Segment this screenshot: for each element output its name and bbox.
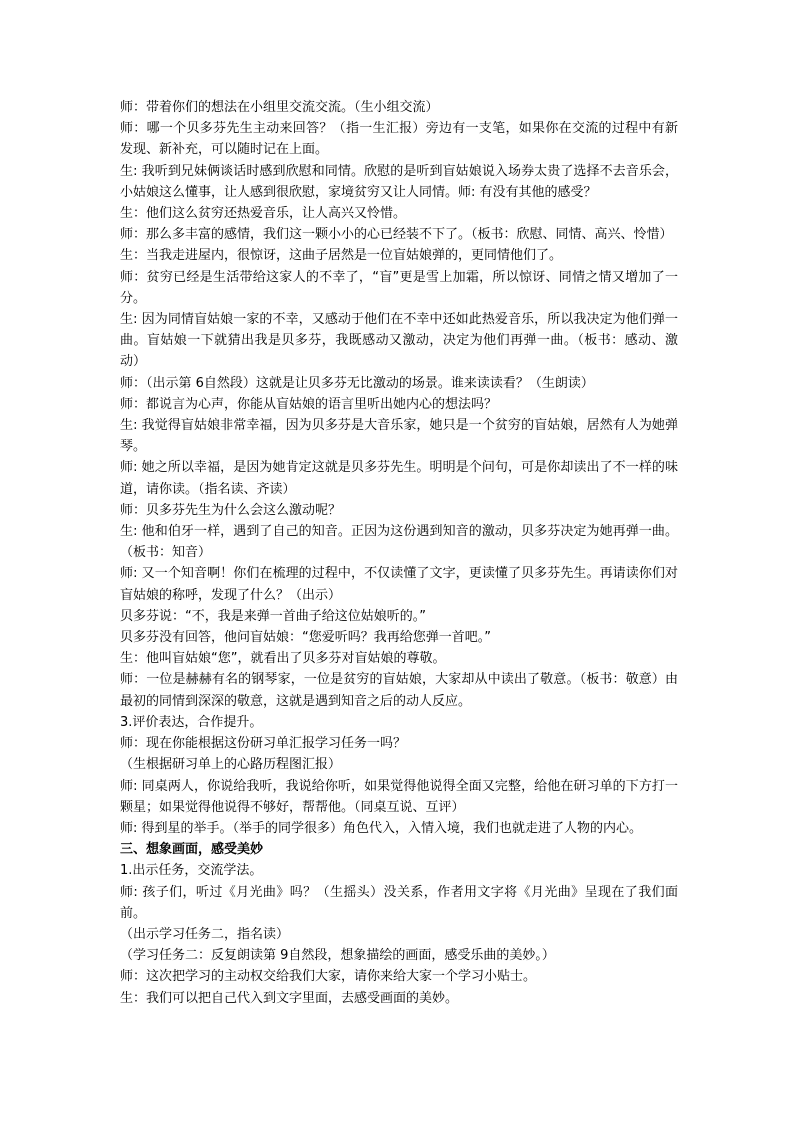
paragraph: 师：都说言为心声，你能从盲姑娘的语言里听出她内心的想法吗？ — [120, 396, 498, 412]
section-heading: 三、想象画面，感受美妙 — [120, 842, 264, 858]
document-body — [120, 97, 678, 1009]
paragraph: （学习任务二：反复朗读第 9自然段，想象描绘的画面，感受乐曲的美妙。） — [120, 948, 555, 964]
paragraph: 生: 我觉得盲姑娘非常幸福，因为贝多芬是大音乐家，她只是一个贫穷的盲姑娘，居然有人为她弹琴。 — [120, 418, 678, 455]
paragraph: 师：哪一个贝多芬先生主动来回答？（指一生汇报）旁边有一支笔，如果你在交流的过程中有新发现、新补充，可以随时记在上面。 — [120, 121, 678, 158]
paragraph: 生：他们这么贫穷还热爱音乐，让人高兴又怜惜。 — [120, 206, 407, 222]
paragraph: 3.评价表达，合作提升。 — [120, 714, 263, 730]
paragraph: 生: 因为同情盲姑娘一家的不幸，又感动于他们在不幸中还如此热爱音乐，所以我决定为他们弹一曲。盲姑娘一下就猜出我是贝多芬，我既感动又激动，决定为他们再弹一曲。（板书：感动、激动） — [120, 312, 678, 370]
paragraph: 1.出示任务，交流学法。 — [120, 863, 263, 879]
paragraph: 生：当我走进屋内，很惊讶，这曲子居然是一位盲姑娘弹的，更同情他们了。 — [120, 248, 563, 264]
paragraph: 师：贫穷已经是生活带给这家人的不幸了，“盲”更是雪上加霜，所以惊讶、同情之情又增加了一分。 — [120, 269, 678, 306]
paragraph: 生：他叫盲姑娘“您”，就看出了贝多芬对盲姑娘的尊敬。 — [120, 651, 446, 667]
paragraph: 生：我们可以把自己代入到文字里面，去感受画面的美妙。 — [120, 990, 459, 1006]
paragraph: 师：带着你们的想法在小组里交流交流。（生小组交流） — [120, 100, 439, 115]
paragraph: 师：现在你能根据这份研习单汇报学习任务一吗？ — [120, 736, 407, 752]
paragraph: 贝多芬没有回答，他问盲姑娘：“您爱听吗？我再给您弹一首吧。” — [120, 630, 491, 646]
paragraph: （生根据研习单上的心路历程图汇报） — [120, 757, 342, 773]
paragraph: 生: 我听到兄妹俩谈话时感到欣慰和同情。欣慰的是听到盲姑娘说入场券太贵了选择不去音乐会，小姑娘这么懂事，让人感到很欣慰，家境贫穷又让人同情。师: 有没有其他的感受？ — [120, 163, 678, 200]
paragraph: 师：贝多芬先生为什么会这么激动呢？ — [120, 502, 342, 518]
paragraph: 师: 得到星的举手。（举手的同学很多）角色代入，入情入境，我们也就走进了人物的内心。 — [120, 820, 643, 836]
paragraph: 师：这次把学习的主动权交给我们大家，请你来给大家一个学习小贴士。 — [120, 969, 537, 985]
paragraph: 师：（出示第 6自然段）这就是让贝多芬无比激动的场景。谁来读读看？（生朗读） — [120, 375, 594, 391]
paragraph: 师：一位是赫赫有名的钢琴家，一位是贫穷的盲姑娘，大家却从中读出了敬意。（板书：敬意）由最初的同情到深深的敬意，这就是遇到知音之后的动人反应。 — [120, 672, 678, 709]
paragraph: 师: 同桌两人，你说给我听，我说给你听，如果觉得他说得全面又完整，给他在研习单的下方打一颗星；如果觉得他说得不够好，帮帮他。（同桌互说、互评） — [120, 778, 678, 815]
paragraph: 师: 孩子们，听过《月光曲》吗？（生摇头）没关系，作者用文字将《月光曲》呈现在了我们面前。 — [120, 884, 678, 921]
paragraph: （出示学习任务二，指名读） — [120, 926, 290, 942]
paragraph: 师: 她之所以幸福，是因为她肯定这就是贝多芬先生。明明是个问句，可是你却读出了不一样的味道，请你读。（指名读、齐读） — [120, 460, 678, 497]
paragraph: 贝多芬说：“不，我是来弹一首曲子给这位姑娘听的。” — [120, 608, 426, 624]
paragraph: 师：那么多丰富的感情，我们这一颗小小的心已经装不下了。（板书：欣慰、同情、高兴、怜惜） — [120, 227, 673, 243]
paragraph: 生: 他和伯牙一样，遇到了自己的知音。正因为这份遇到知音的激动，贝多芬决定为她再弹一曲。（板书：知音） — [120, 524, 678, 561]
paragraph: 师: 又一个知音啊！你们在梳理的过程中，不仅读懂了文字，更读懂了贝多芬先生。再请读你们对盲姑娘的称呼，发现了什么？（出示） — [120, 566, 678, 603]
